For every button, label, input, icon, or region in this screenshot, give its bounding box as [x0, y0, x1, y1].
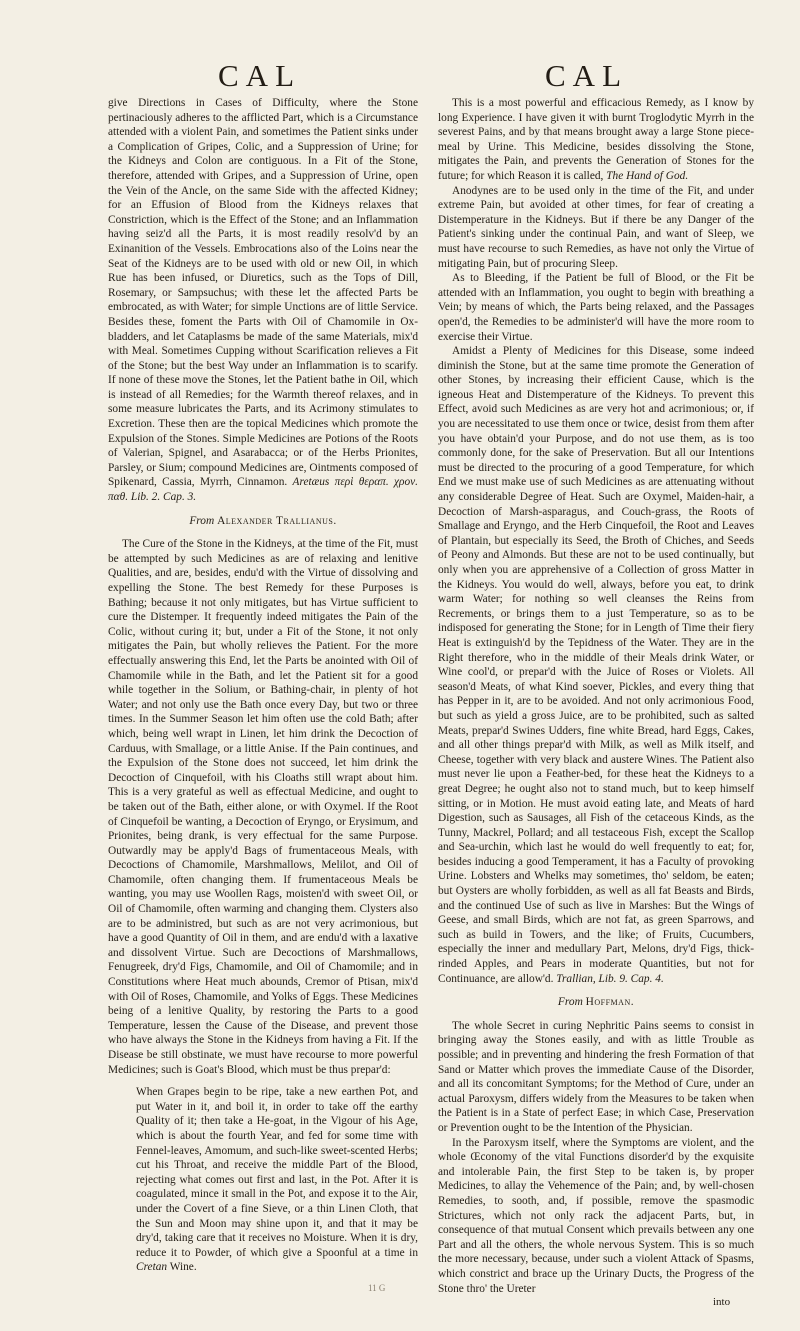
anodynes-paragraph: Anodynes are to be used only in the time of the Fit, and under extreme Pain, but avoided at other times, for fear of creating a Distemperature in the Kidneys. But if there be any Danger of the Patient's sinking under the continual Pain, and want of Sleep, we must have recourse to such Remedies, as have not only the Virtue of mitigating Pain, but of procuring Sleep. [438, 184, 754, 270]
running-head-left: CAL [218, 58, 301, 93]
heading-author: Hoffman. [585, 996, 635, 1009]
aretaeus-paragraph [108, 96, 418, 505]
hoffman-paragraph-2: In the Paroxysm itself, where the Symptoms are violent, and the whole Œconomy of the vital Functions disorder'd by the exquisite and intolerable Pain, the first Step to be taken is, by proper Medicines, to allay the Vehemence of the Pain; and, by well-chosen Remedies, to sooth, and, if possible, remove the spasmodic Strictures, which not only rack the adjacent Parts, but, in consequence of that mutual Consent which prevails between any one Part and all the others, the whole nervous System. This is so much the more necessary, because, under such a violent Attack of Spasms, which constrict and brace up the Urinary Ducts, the Progress of the Stone thro' the Ureter [438, 1136, 754, 1295]
paragraph-text: This is a most powerful and efficacious Remedy, as I know by long Experience. I have given it with burnt Troglodytic Myrrh in the severest Pains, and by that means brought away a large Stone piece-meal by Urine. This Medicine, besides dissolving the Stone, mitigates the Pain, and prevents the Generation of Stones for the future; for which Reason it is called, [438, 97, 754, 182]
medicines-paragraph [438, 344, 754, 986]
signature-mark: 11 G [368, 1283, 386, 1293]
right-column [438, 96, 754, 1296]
catchword: into [713, 1296, 731, 1308]
goat-blood-recipe [108, 1085, 418, 1275]
recipe-italic: Cretan [136, 1261, 168, 1274]
heading-prefix: From [557, 996, 583, 1009]
remedy-paragraph [438, 96, 754, 184]
remedy-name: The Hand of God. [606, 169, 689, 182]
heading-prefix: From [189, 514, 215, 527]
heading-author: Alexander Trallianus. [217, 514, 337, 527]
paragraph-text: Amidst a Plenty of Medicines for this Disease, some indeed diminish the Stone, but at the same time promote the Generation of other Stones, by increasing their efficient Cause, which is the igneous Heat and Distemperature of the Kidneys. To prevent this Effect, avoid such Medicines as are very hot and acrimonious; or, if you are necessitated to use them once or twice, desist from them after you have obtain'd your Purpose, and do not use them, as is too commonly done, for the sake of Preservation. But all our Intentions must be directed to the procuring of a good Temperature, for which End we must make use of such Medicines as are attenuating without any considerable Degree of Heat. Such are Oxymel, Maiden-hair, a Decoction of Marsh-asparagus, and Couch-grass, the Roots of Smallage and Eryngo, and the Herb Cinquefoil, the Root and Leaves of Plantain, but especially its Seed, the Broth of Chiches, and Seeds of Peony and Almonds. But these are not to be used continually, but only when you are apprehensive of a Collection of gross Matter in the Kidneys. You would do well, always, before you eat, to drink warm Water; for nothing so well cleanses the Reins from Recrements, or brings them to a just Temperature, so as to be indisposed for generating the Stone; for in Length of Time their fiery Heat is extinguish'd by the Tepidness of the Water. They are in the Right therefore, who in the middle of their Meals drink Water, or Wine cool'd, or prepar'd with the Juice of Roses or Violets. All season'd Meats, of what Kind soever, Pickles, and every thing that has Pepper in it, are to be avoided. And not only acrimonious Food, but such as yield a gross Juice, are to be prohibited, such as salted Meats, prepar'd Swines Udders, fine white Bread, hard Eggs, Cakes, and all other things prepar'd with Milk, as well as Milk itself, and Cheese, together with very black and austere Wines. The Patient also must never lie upon a Feather-bed, for these heat the Kidneys to a great Degree; he ought also not to stand much, but to keep himself sitting, or in Motion. He must avoid eating late, and Meats of hard Digestion, such as Sausages, all Fish of the cetaceous Kinds, as the Tunny, Mackrel, Pollard; and all testaceous Fish, except the Scallop and Sea-urchin, which last he would do well frequently to eat; for, besides inducing a good Temperament, it has a Faculty of provoking Urine. Lobsters and Whelks may sometimes, tho' seldom, be eaten; but Oysters are wholly forbidden, as well as all fat Beasts and Birds, and the continued Use of such as live in Marshes: But the Wings of Geese, and small Birds, which are not fat, as green Sparrows, and such as build in Towers, and the like; of Fruits, Cucumbers, especially the inner and medullary Part, Melons, dry'd Figs, thick-rinded Apples, and Pears in moderate Quantities, but not for Continuance, are allow'd. [438, 345, 754, 985]
section-heading-hoffman [438, 995, 754, 1010]
citation: Trallian, Lib. 9. Cap. 4. [556, 972, 664, 985]
hoffman-paragraph-1: The whole Secret in curing Nephritic Pains seems to consist in bringing away the Stones easily, and with as little Trouble as possible; and in preventing and hindering the fresh Formation of that Sand or Matter which proves the immediate Cause of the Disorder, and all its concomitant Symptoms; for the Method of Cure, under an actual Paroxysm, differs widely from the Measures to be taken when the Patient is in a State of perfect Ease; in which Case, Preservation or Prevention ought to be the Intention of the Physician. [438, 1019, 754, 1134]
section-heading-trallianus [108, 514, 418, 529]
running-head-right: CAL [545, 58, 628, 93]
recipe-end: Wine. [169, 1261, 197, 1274]
bleeding-paragraph: As to Bleeding, if the Patient be full of Blood, or the Fit be attended with an Inflammation, you ought to begin with breathing a Vein; by means of which, the Parts being relaxed, and the Passages open'd, the Remedies to be administer'd will have the more room to exercise their Virtue. [438, 272, 754, 343]
trallianus-paragraph: The Cure of the Stone in the Kidneys, at the time of the Fit, must be attempted by such Medicines as are of relaxing and lenitive Qualities, and are, besides, endu'd with the Virtue of dissolving and expelling the Stone. The best Remedy for these Purposes is Bathing; because it not only mitigates, but has Virtue sufficient to cure the Distemper. It frequently indeed mitigates the Pain of the Colic, without curing it; but, under a Fit of the Stone, it not only mitigates the Pain, but wholly relieves the Patient. For the more effectually answering this End, let the Parts be anointed with Oil of Chamomile while in the Bath, and let the Patient sit for a good while together in the Solium, or Bathing-chair, in plenty of hot Water; and not only use the Bath once every Day, but two or three times. In the Summer Season let him often use the cold Bath; after which, being well wrapt in Linen, let him drink the Decoction of Carduus, with Smallage, or a little Anise. If the Pain continues, and the Expulsion of the Stone does not succeed, let him drink the Decoction of Cinquefoil, with his Cloaths still wrapt about him. This is a very grateful as well as effectual Medicine, and ought to be taken out of the Bath, either alone, or with Oxymel. If the Root of Cinquefoil be wanting, a Decoction of Eryngo, or Erysimum, and Prionites, being drank, is very effectual for the same Purpose. Outwardly may be apply'd Bags of frumentaceous Meals, with Decoctions of Chamomile, Marshmallows, Melilot, and Oil of Chamomile, often changing them. If frumentaceous Meals be wanting, you may use Woollen Rags, moisten'd with sweet Oil, or Oil of Chamomile, often warming and changing them. Clysters also are to be administred, but such as are not very acrimonious, but have a good Quantity of Oil in them, and are endu'd with a laxative and dissolvent Virtue. Such are Decoctions of Marshmallows, Fenugreek, dry'd Figs, Chamomile, and Oil of Chamomile; and in Constitutions where Heat much abounds, Cremor of Ptisan, mix'd with Oil of Roses, Chamomile, and Yolks of Eggs. These Medicines being of a lenitive Quality, by restoring the Parts to a good Temperature, lessen the Cause of the Disease, and prevent those who have always the Stone in the Kidneys from having a Fit. If the Disease be still obstinate, we must have recourse to more powerful Medicines; such is Goat's Blood, which must be thus prepar'd: [108, 538, 418, 1076]
left-column [108, 96, 418, 1296]
citation: Aretæus περὶ θεραπ. χρον. παθ. Lib. 2. Cap. 3. [108, 476, 418, 504]
paragraph-text: give Directions in Cases of Difficulty, where the Stone pertinaciously adheres to the afflicted Part, which is a Circumstance attended with a violent Pain, and sometimes the Patient sinks under a Complication of Gripes, Colic, and a Suppression of Urine; for the Kidneys and Colon are contiguous. In a Fit of the Stone, therefore, attended with Gripes, and a Suppression of Urine, open the Vein of the Ancle, on the same Side with the affected Kidney; for an Effusion of Blood from the Kidneys relaxes that Constriction, which is the Effect of the Stone; and an Inflammation having seiz'd all the Parts, it is most readily resolv'd by an Exinanition of the Vessels. Embrocations also of the Loins near the Seat of the Kidneys are to be used with old or new Oil, in which Rue has been infused, or Diuretics, such as the Tops of Dill, Rosemary, or Sampsuchus; with these let the affected Parts be embrocated, as with Water; for simple Unctions are of little Service. Besides these, foment the Parts with Oil of Chamomile in Ox-bladders, and let Cataplasms be made of the same Materials, mix'd with Meal. Sometimes Cupping without Scarification relieves a Fit of the Stone; but the best Way under an Inflammation is to scarify. If none of these move the Stones, let the Patient bathe in Oil, which is instead of all Remedies; for the Warmth thereof relaxes, and in some measure lubricates the Parts, and its Acrimony stimulates to Excretion. These then are the topical Medicines which promote the Expulsion of the Stones. Simple Medicines are Potions of the Roots of Valerian, Spignel, and Asarabacca; or of the Herbs Prionites, Parsley, or Sium; compound Medicines are, Ointments composed of Spikenard, Cassia, Myrrh, Cinnamon. [108, 97, 418, 489]
page-header [0, 58, 800, 98]
recipe-text: When Grapes begin to be ripe, take a new earthen Pot, and put Water in it, and boil it, in order to take off the earthy Quality of it; then take a He-goat, in the Vigour of his Age, which is about the fourth Year, and fed for some time with Fennel-leaves, Amomum, and such-like sweet-scented Herbs; cut his Throat, and receive the middle Part of the Blood, rejecting what comes out first and last, in the Pot. After it is coagulated, mince it small in the Pot, and expose it to the Air, under the Covert of a fine Sieve, or a thin Linen Cloth, that the Sun and Moon may shine upon it, and that it may be dry'd, taking care that it receives no Moisture. When it is dry, reduce it to Powder, of which give a Spoonful at a time in [136, 1086, 418, 1259]
